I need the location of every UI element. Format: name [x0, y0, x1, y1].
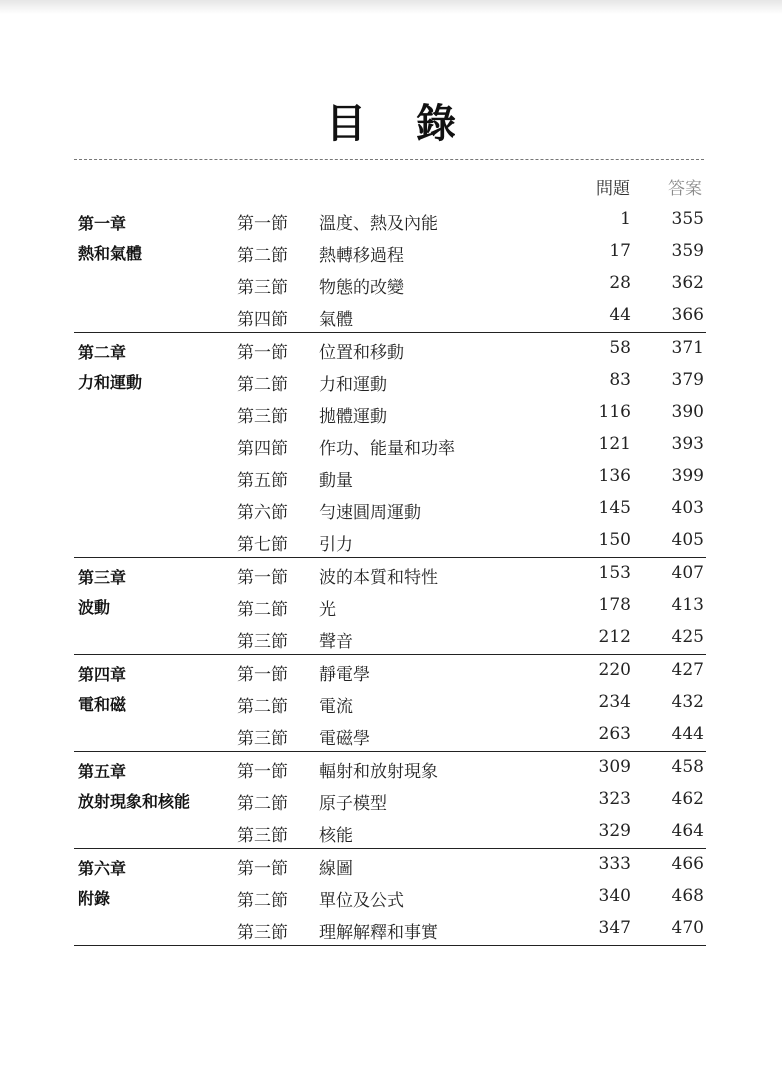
section-row[interactable] — [74, 268, 706, 300]
section-title: 作功、能量和功率 — [319, 439, 455, 459]
chapter-name: 附錄 — [78, 889, 111, 908]
section-row[interactable] — [74, 525, 706, 557]
chapter-name: 波動 — [78, 598, 111, 617]
section-title: 線圖 — [319, 859, 353, 879]
question-page: 136 — [598, 466, 631, 486]
question-page: 83 — [609, 370, 631, 390]
section-number: 第三節 — [237, 407, 288, 427]
section-title: 輻射和放射現象 — [319, 762, 438, 782]
answer-page: 462 — [671, 789, 704, 809]
chapter-name: 放射現象和核能 — [78, 792, 191, 811]
section-row[interactable] — [74, 784, 706, 816]
question-page: 329 — [598, 821, 631, 841]
section-title: 靜電學 — [319, 665, 370, 685]
section-number: 第一節 — [237, 343, 288, 363]
section-title: 動量 — [319, 471, 353, 491]
answer-page: 444 — [671, 724, 704, 744]
question-page: 1 — [620, 209, 631, 229]
answer-page: 355 — [671, 209, 704, 229]
section-number: 第二節 — [237, 600, 288, 620]
section-title: 電磁學 — [319, 729, 370, 749]
question-page: 17 — [609, 241, 631, 261]
section-title: 溫度、熱及內能 — [319, 214, 438, 234]
section-title: 力和運動 — [319, 375, 387, 395]
section-row[interactable] — [74, 365, 706, 397]
question-page: 309 — [598, 757, 631, 777]
question-page: 153 — [598, 563, 631, 583]
section-row[interactable] — [74, 300, 706, 332]
answer-page: 403 — [671, 498, 704, 518]
section-title: 氣體 — [319, 310, 353, 330]
section-title: 核能 — [319, 826, 353, 846]
answer-page: 405 — [671, 530, 704, 550]
dotted-divider — [74, 159, 704, 160]
table-of-contents — [74, 204, 706, 946]
page-top-shade — [0, 0, 782, 14]
chapter-number: 第二章 — [78, 343, 127, 362]
answer-page: 399 — [671, 466, 704, 486]
question-page: 234 — [598, 692, 631, 712]
section-number: 第二節 — [237, 794, 288, 814]
section-number: 第二節 — [237, 697, 288, 717]
chapter-number: 第一章 — [78, 214, 127, 233]
section-title: 聲音 — [319, 632, 353, 652]
section-number: 第三節 — [237, 278, 288, 298]
section-title: 理解解釋和事實 — [319, 923, 438, 943]
section-row[interactable] — [74, 849, 706, 881]
section-title: 引力 — [319, 535, 353, 555]
answer-page: 427 — [671, 660, 704, 680]
section-row[interactable] — [74, 461, 706, 493]
answer-page: 413 — [671, 595, 704, 615]
chapter-number: 第三章 — [78, 568, 127, 587]
section-row[interactable] — [74, 590, 706, 622]
section-row[interactable] — [74, 816, 706, 848]
chapter-name: 電和磁 — [78, 695, 127, 714]
question-page: 212 — [598, 627, 631, 647]
section-number: 第五節 — [237, 471, 288, 491]
chapter-1 — [74, 204, 706, 333]
section-title: 波的本質和特性 — [319, 568, 438, 588]
answer-page: 466 — [671, 854, 704, 874]
answer-page: 470 — [671, 918, 704, 938]
section-row[interactable] — [74, 881, 706, 913]
section-number: 第一節 — [237, 665, 288, 685]
questions-column-header: 問題 — [596, 179, 630, 199]
answer-page: 432 — [671, 692, 704, 712]
chapter-name: 力和運動 — [78, 373, 143, 392]
section-number: 第六節 — [237, 503, 288, 523]
section-row[interactable] — [74, 397, 706, 429]
section-number: 第一節 — [237, 859, 288, 879]
section-title: 物態的改變 — [319, 278, 404, 298]
section-number: 第三節 — [237, 729, 288, 749]
answer-page: 468 — [671, 886, 704, 906]
section-row[interactable] — [74, 622, 706, 654]
section-number: 第三節 — [237, 826, 288, 846]
section-row[interactable] — [74, 333, 706, 365]
answer-page: 362 — [671, 273, 704, 293]
answers-column-header: 答案 — [668, 179, 702, 199]
chapter-3 — [74, 558, 706, 655]
question-page: 145 — [598, 498, 631, 518]
chapter-number: 第六章 — [78, 859, 127, 878]
section-row[interactable] — [74, 752, 706, 784]
answer-page: 379 — [671, 370, 704, 390]
section-title: 電流 — [319, 697, 353, 717]
section-number: 第七節 — [237, 535, 288, 555]
section-title: 位置和移動 — [319, 343, 404, 363]
answer-page: 366 — [671, 305, 704, 325]
chapter-6 — [74, 849, 706, 946]
section-title: 光 — [319, 600, 336, 620]
section-number: 第四節 — [237, 439, 288, 459]
answer-page: 464 — [671, 821, 704, 841]
section-number: 第二節 — [237, 375, 288, 395]
section-row[interactable] — [74, 719, 706, 751]
question-page: 178 — [598, 595, 631, 615]
section-row[interactable] — [74, 558, 706, 590]
section-row[interactable] — [74, 204, 706, 236]
section-title: 勻速圓周運動 — [319, 503, 421, 523]
question-page: 116 — [598, 402, 631, 422]
section-number: 第二節 — [237, 246, 288, 266]
answer-page: 393 — [671, 434, 704, 454]
question-page: 220 — [598, 660, 631, 680]
section-row[interactable] — [74, 236, 706, 268]
question-page: 121 — [598, 434, 631, 454]
section-number: 第二節 — [237, 891, 288, 911]
chapter-5 — [74, 752, 706, 849]
question-page: 28 — [609, 273, 631, 293]
answer-page: 390 — [671, 402, 704, 422]
chapter-number: 第五章 — [78, 762, 127, 781]
question-page: 333 — [598, 854, 631, 874]
section-row[interactable] — [74, 655, 706, 687]
chapter-name: 熱和氣體 — [78, 244, 143, 263]
section-row[interactable] — [74, 429, 706, 461]
question-page: 263 — [598, 724, 631, 744]
question-page: 150 — [598, 530, 631, 550]
chapter-number: 第四章 — [78, 665, 127, 684]
page-title: 目 錄 — [326, 101, 474, 147]
section-number: 第一節 — [237, 568, 288, 588]
section-number: 第四節 — [237, 310, 288, 330]
section-title: 單位及公式 — [319, 891, 404, 911]
answer-page: 371 — [671, 338, 704, 358]
answer-page: 359 — [671, 241, 704, 261]
question-page: 323 — [598, 789, 631, 809]
section-number: 第三節 — [237, 632, 288, 652]
section-title: 拋體運動 — [319, 407, 387, 427]
question-page: 340 — [598, 886, 631, 906]
answer-page: 425 — [671, 627, 704, 647]
question-page: 347 — [598, 918, 631, 938]
section-number: 第三節 — [237, 923, 288, 943]
question-page: 44 — [609, 305, 631, 325]
section-row[interactable] — [74, 913, 706, 945]
section-number: 第一節 — [237, 214, 288, 234]
section-title: 熱轉移過程 — [319, 246, 404, 266]
section-row[interactable] — [74, 493, 706, 525]
section-title: 原子模型 — [319, 794, 387, 814]
section-row[interactable] — [74, 687, 706, 719]
section-number: 第一節 — [237, 762, 288, 782]
answer-page: 407 — [671, 563, 704, 583]
chapter-4 — [74, 655, 706, 752]
chapter-2 — [74, 333, 706, 558]
question-page: 58 — [609, 338, 631, 358]
answer-page: 458 — [671, 757, 704, 777]
